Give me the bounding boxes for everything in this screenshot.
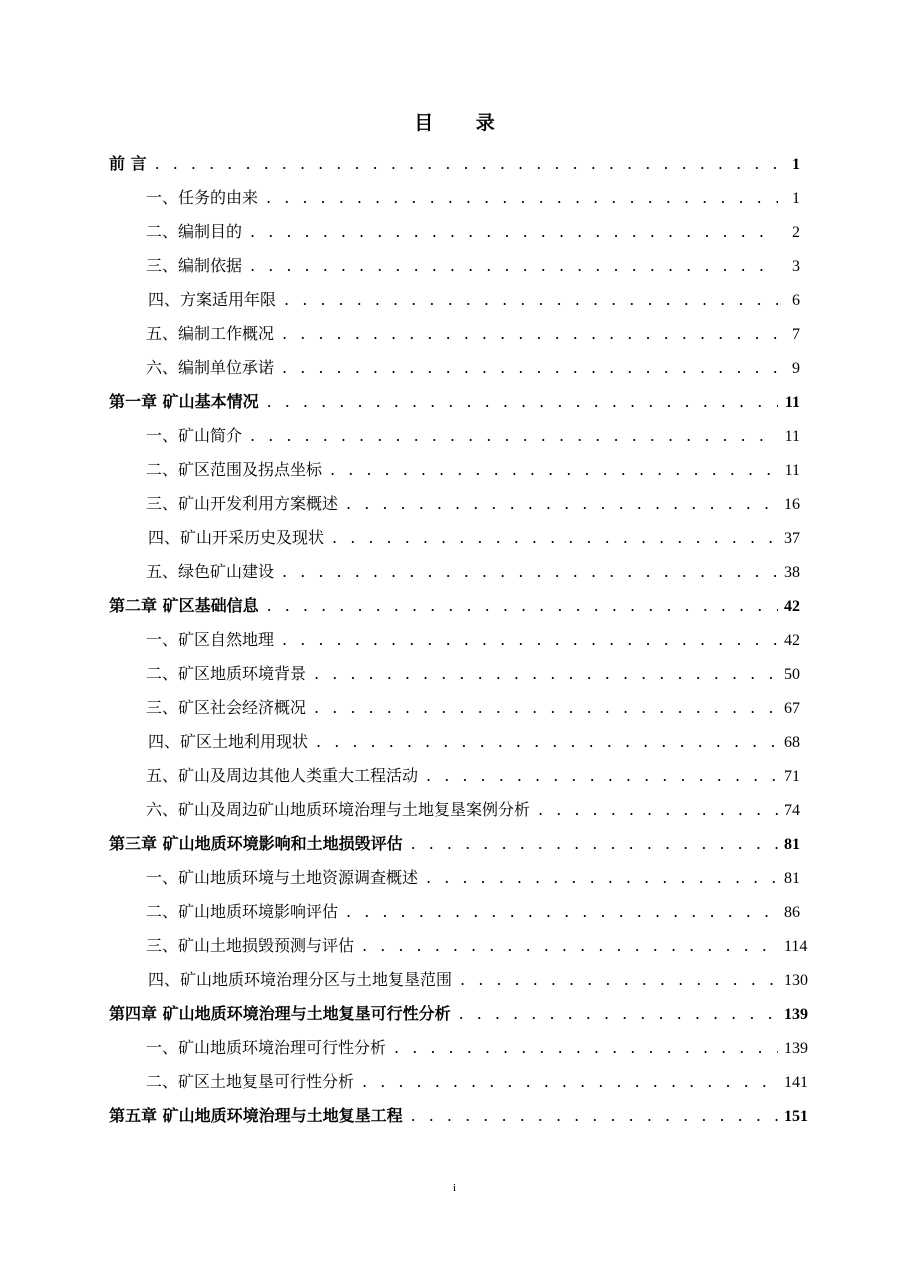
toc-dot-leader: [250, 249, 778, 283]
toc-entry-label: 一、矿山简介: [146, 426, 243, 445]
toc-section-entry[interactable]: [109, 793, 800, 827]
toc-dot-leader: [282, 317, 778, 351]
toc-entry-label: 五、编制工作概况: [146, 324, 275, 343]
toc-dot-leader: [346, 487, 778, 521]
toc-section-entry[interactable]: [109, 181, 800, 215]
toc-entry-label: 五、矿山及周边其他人类重大工程活动: [146, 766, 419, 785]
toc-entry-label: 一、矿山地质环境与土地资源调查概述: [146, 868, 419, 887]
toc-dot-leader: [282, 555, 778, 589]
toc-entry-page: 81: [784, 836, 800, 853]
toc-entry-label: 第二章 矿区基础信息: [109, 596, 259, 615]
toc-section-entry[interactable]: [109, 351, 800, 385]
toc-section-entry[interactable]: [109, 759, 800, 793]
toc-dot-leader: [394, 1031, 778, 1065]
toc-entry-page: 42: [784, 598, 800, 615]
toc-dot-leader: [155, 147, 778, 181]
toc-section-entry[interactable]: [109, 929, 808, 963]
toc-section-entry[interactable]: [109, 487, 800, 521]
toc-section-entry[interactable]: [109, 419, 800, 453]
toc-entry-label: 三、矿山土地损毁预测与评估: [146, 936, 355, 955]
toc-dot-leader: [411, 1099, 778, 1133]
toc-section-entry[interactable]: [109, 861, 800, 895]
toc-dot-leader: [250, 419, 778, 453]
toc-section-entry[interactable]: [109, 1031, 808, 1065]
toc-dot-leader: [346, 895, 778, 929]
toc-entry-page: 1: [792, 190, 800, 207]
toc-section-entry[interactable]: [109, 215, 800, 249]
toc-chapter-entry[interactable]: [109, 385, 800, 419]
toc-entry-label: 二、矿区土地复垦可行性分析: [146, 1072, 355, 1091]
toc-entry-page: 68: [784, 734, 800, 751]
toc-entry-label: 二、矿区范围及拐点坐标: [146, 460, 323, 479]
toc-entry-page: 50: [784, 666, 800, 683]
toc-dot-leader: [459, 997, 778, 1031]
toc-entry-page: 38: [784, 564, 800, 581]
toc-section-entry[interactable]: [109, 317, 800, 351]
toc-entry-page: 74: [784, 802, 800, 819]
toc-dot-leader: [284, 283, 778, 317]
toc-section-entry[interactable]: [109, 725, 800, 759]
toc-dot-leader: [282, 623, 778, 657]
toc-dot-leader: [362, 929, 778, 963]
toc-entry-page: 81: [784, 870, 800, 887]
toc-dot-leader: [282, 351, 778, 385]
page-number: i: [452, 1182, 457, 1194]
toc-chapter-entry[interactable]: [109, 997, 808, 1031]
toc-section-entry[interactable]: [109, 691, 800, 725]
toc-entry-label: 第三章 矿山地质环境影响和土地损毁评估: [109, 834, 403, 853]
toc-section-entry[interactable]: [109, 555, 800, 589]
toc-entry-page: 9: [792, 360, 800, 377]
toc-entry-label: 二、矿山地质环境影响评估: [146, 902, 339, 921]
toc-dot-leader: [332, 521, 778, 555]
toc-entry-page: 139: [784, 1040, 808, 1057]
toc-entry-page: 11: [784, 394, 800, 411]
toc-entry-label: 第四章 矿山地质环境治理与土地复垦可行性分析: [109, 1004, 451, 1023]
toc-entry-label: 二、编制目的: [146, 222, 243, 241]
toc-dot-leader: [426, 861, 778, 895]
toc-section-entry[interactable]: [109, 1065, 808, 1099]
toc-dot-leader: [314, 691, 778, 725]
toc-entry-label: 三、矿区社会经济概况: [146, 698, 307, 717]
toc-entry-page: 6: [792, 292, 800, 309]
toc-entry-page: 114: [784, 938, 808, 955]
toc-dot-leader: [250, 215, 778, 249]
toc-entry-label: 第一章 矿山基本情况: [109, 392, 259, 411]
toc-entry-page: 86: [784, 904, 800, 921]
toc-dot-leader: [426, 759, 778, 793]
toc-entry-label: 一、任务的由来: [146, 188, 259, 207]
toc-entry-label: 四、矿区土地利用现状: [148, 732, 309, 751]
toc-entry-page: 141: [784, 1074, 808, 1091]
toc-dot-leader: [267, 589, 778, 623]
toc-entry-page: 16: [784, 496, 800, 513]
table-of-contents: [109, 147, 808, 1133]
toc-entry-page: 7: [792, 326, 800, 343]
toc-section-entry[interactable]: [109, 963, 808, 997]
toc-dot-leader: [316, 725, 778, 759]
toc-chapter-entry[interactable]: [109, 827, 800, 861]
toc-entry-label: 三、编制依据: [146, 256, 243, 275]
toc-entry-label: 一、矿区自然地理: [146, 630, 275, 649]
toc-entry-page: 71: [784, 768, 800, 785]
toc-dot-leader: [266, 181, 778, 215]
toc-dot-leader: [267, 385, 778, 419]
toc-entry-label: 四、矿山开采历史及现状: [148, 528, 325, 547]
toc-dot-leader: [362, 1065, 778, 1099]
toc-entry-label: 六、编制单位承诺: [146, 358, 275, 377]
toc-section-entry[interactable]: [109, 521, 800, 555]
toc-entry-label: 一、矿山地质环境治理可行性分析: [146, 1038, 387, 1057]
toc-entry-page: 67: [784, 700, 800, 717]
toc-dot-leader: [460, 963, 778, 997]
toc-section-entry[interactable]: [109, 895, 800, 929]
toc-entry-page: 130: [784, 972, 808, 989]
toc-section-entry[interactable]: [109, 283, 800, 317]
toc-entry-page: 2: [792, 224, 800, 241]
toc-entry-label: 二、矿区地质环境背景: [146, 664, 307, 683]
toc-entry-page: 42: [784, 632, 800, 649]
toc-section-entry[interactable]: [109, 249, 800, 283]
toc-section-entry[interactable]: [109, 623, 800, 657]
toc-chapter-entry[interactable]: [109, 1099, 808, 1133]
toc-entry-page: 139: [784, 1006, 808, 1023]
toc-entry-page: 151: [784, 1108, 808, 1125]
toc-entry-label: 四、矿山地质环境治理分区与土地复垦范围: [148, 970, 453, 989]
toc-chapter-entry[interactable]: [109, 147, 800, 181]
toc-entry-label: 三、矿山开发利用方案概述: [146, 494, 339, 513]
toc-entry-label: 四、方案适用年限: [148, 290, 277, 309]
toc-entry-page: 11: [784, 462, 800, 479]
toc-entry-page: 3: [792, 258, 800, 275]
toc-title: 目 录: [414, 112, 513, 134]
toc-entry-label: 第五章 矿山地质环境治理与土地复垦工程: [109, 1106, 403, 1125]
toc-dot-leader: [538, 793, 778, 827]
toc-entry-page: 1: [792, 156, 800, 173]
toc-entry-label: 前 言: [109, 154, 147, 173]
toc-entry-page: 37: [784, 530, 800, 547]
toc-chapter-entry[interactable]: [109, 589, 800, 623]
toc-dot-leader: [411, 827, 778, 861]
toc-entry-label: 五、绿色矿山建设: [146, 562, 275, 581]
toc-section-entry[interactable]: [109, 453, 800, 487]
toc-entry-page: 11: [784, 428, 800, 445]
toc-entry-label: 六、矿山及周边矿山地质环境治理与土地复垦案例分析: [146, 800, 531, 819]
toc-section-entry[interactable]: [109, 657, 800, 691]
toc-dot-leader: [330, 453, 778, 487]
toc-dot-leader: [314, 657, 778, 691]
